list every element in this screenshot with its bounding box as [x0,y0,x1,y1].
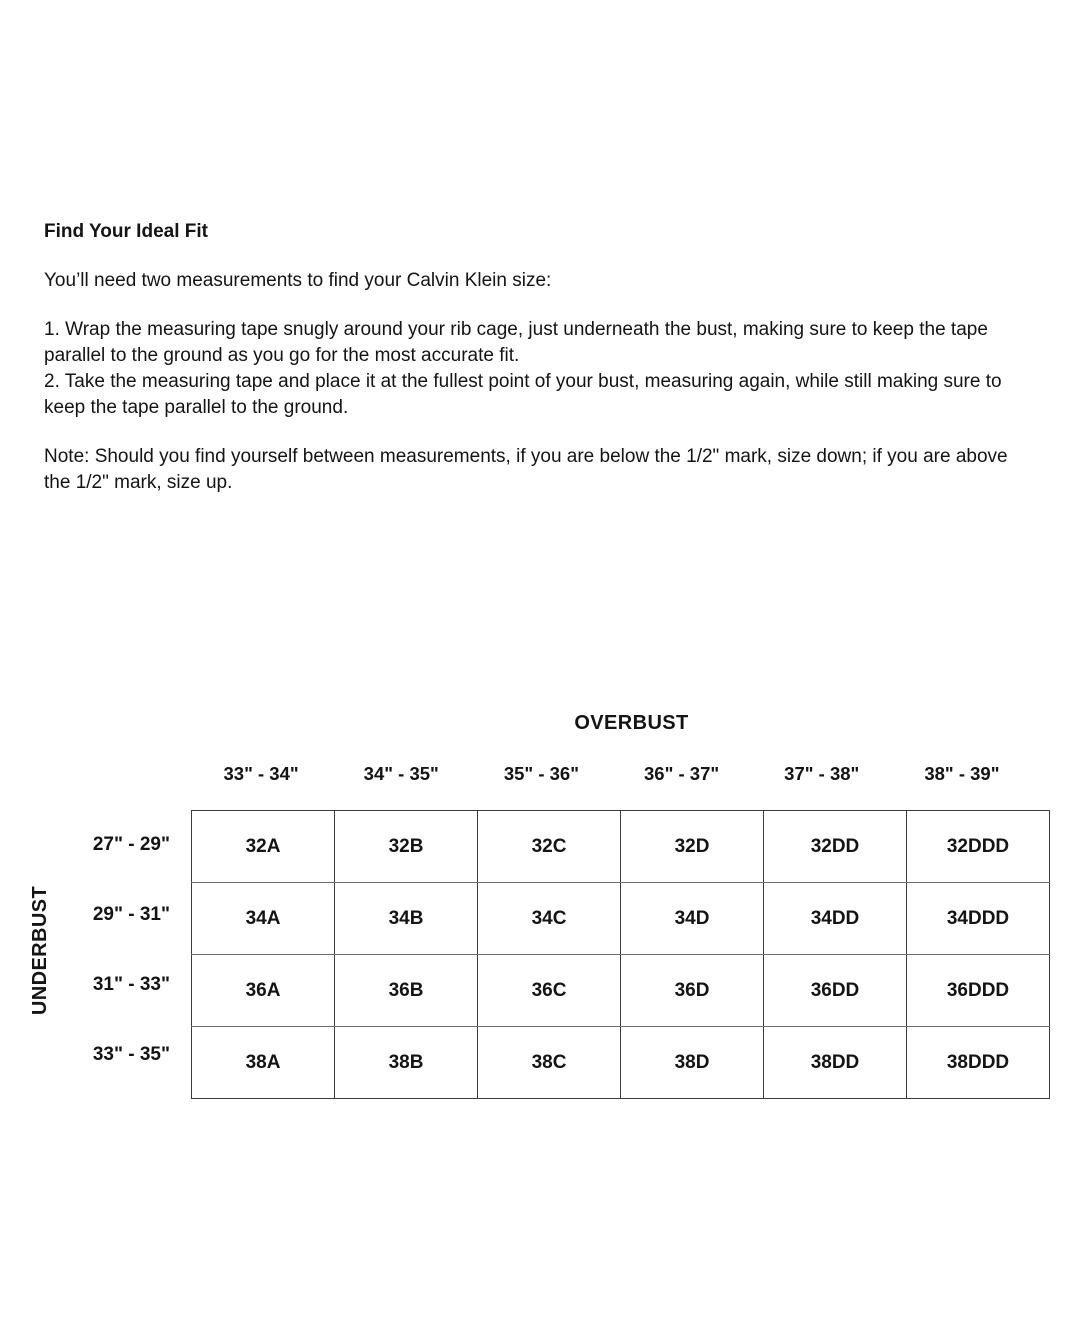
row-label: 33" - 35" [92,1044,170,1065]
underbust-axis-text: UNDERBUST [29,885,52,1015]
size-cell: 34DDD [907,883,1050,955]
column-header: 33" - 34" [223,763,299,784]
column-headers [191,761,1032,787]
size-cell: 36D [621,955,764,1027]
step-1-text: 1. Wrap the measuring tape snugly around your rib cage, just underneath the bust, making sure to keep the tape parallel to the ground as you go for the most accurate fit. [44,319,988,366]
row-label: 27" - 29" [92,834,170,855]
measurement-steps [44,317,1026,421]
intro-text: You’ll need two measurements to find your Calvin Klein size: [44,270,552,291]
column-header: 37" - 38" [784,763,860,784]
row-label: 31" - 33" [92,974,170,995]
column-header: 35" - 36" [503,763,579,784]
column-header: 34" - 35" [363,763,439,784]
size-cell: 38DD [764,1027,907,1099]
size-cell: 34DD [764,883,907,955]
table-row [192,1027,1050,1099]
size-cell: 36DD [764,955,907,1027]
instructions-section [44,219,1026,519]
row-label: 29" - 31" [92,904,170,925]
size-cell: 34D [621,883,764,955]
page-title: Find Your Ideal Fit [44,221,208,242]
size-cell: 38A [192,1027,335,1099]
size-cell: 32DDD [907,811,1050,883]
table-row [192,883,1050,955]
size-cell: 34A [192,883,335,955]
size-cell: 38B [335,1027,478,1099]
size-cell: 38C [478,1027,621,1099]
column-header: 36" - 37" [644,763,720,784]
step-2-text: 2. Take the measuring tape and place it at the fullest point of your bust, measuring again, while still making sure to keep the tape parallel to the ground. [44,371,1002,418]
size-cell: 38DDD [907,1027,1050,1099]
size-cell: 36A [192,955,335,1027]
note-text: Note: Should you find yourself between measurements, if you are below the 1/2" mark, size down; if you are above the 1/2" mark, size up. [44,446,1008,493]
size-cell: 32D [621,811,764,883]
size-cell: 36C [478,955,621,1027]
column-header: 38" - 39" [924,763,1000,784]
table-row [192,811,1050,883]
size-cell: 38D [621,1027,764,1099]
size-cell: 32C [478,811,621,883]
size-cell: 36DDD [907,955,1050,1027]
size-cell: 34C [478,883,621,955]
size-cell: 34B [335,883,478,955]
overbust-axis-label: OVERBUST [574,712,689,734]
size-cell: 32B [335,811,478,883]
table-row [192,955,1050,1027]
row-labels [44,810,170,1090]
size-cell: 32A [192,811,335,883]
size-cell: 36B [335,955,478,1027]
size-chart-table [191,810,1050,1099]
size-cell: 32DD [764,811,907,883]
